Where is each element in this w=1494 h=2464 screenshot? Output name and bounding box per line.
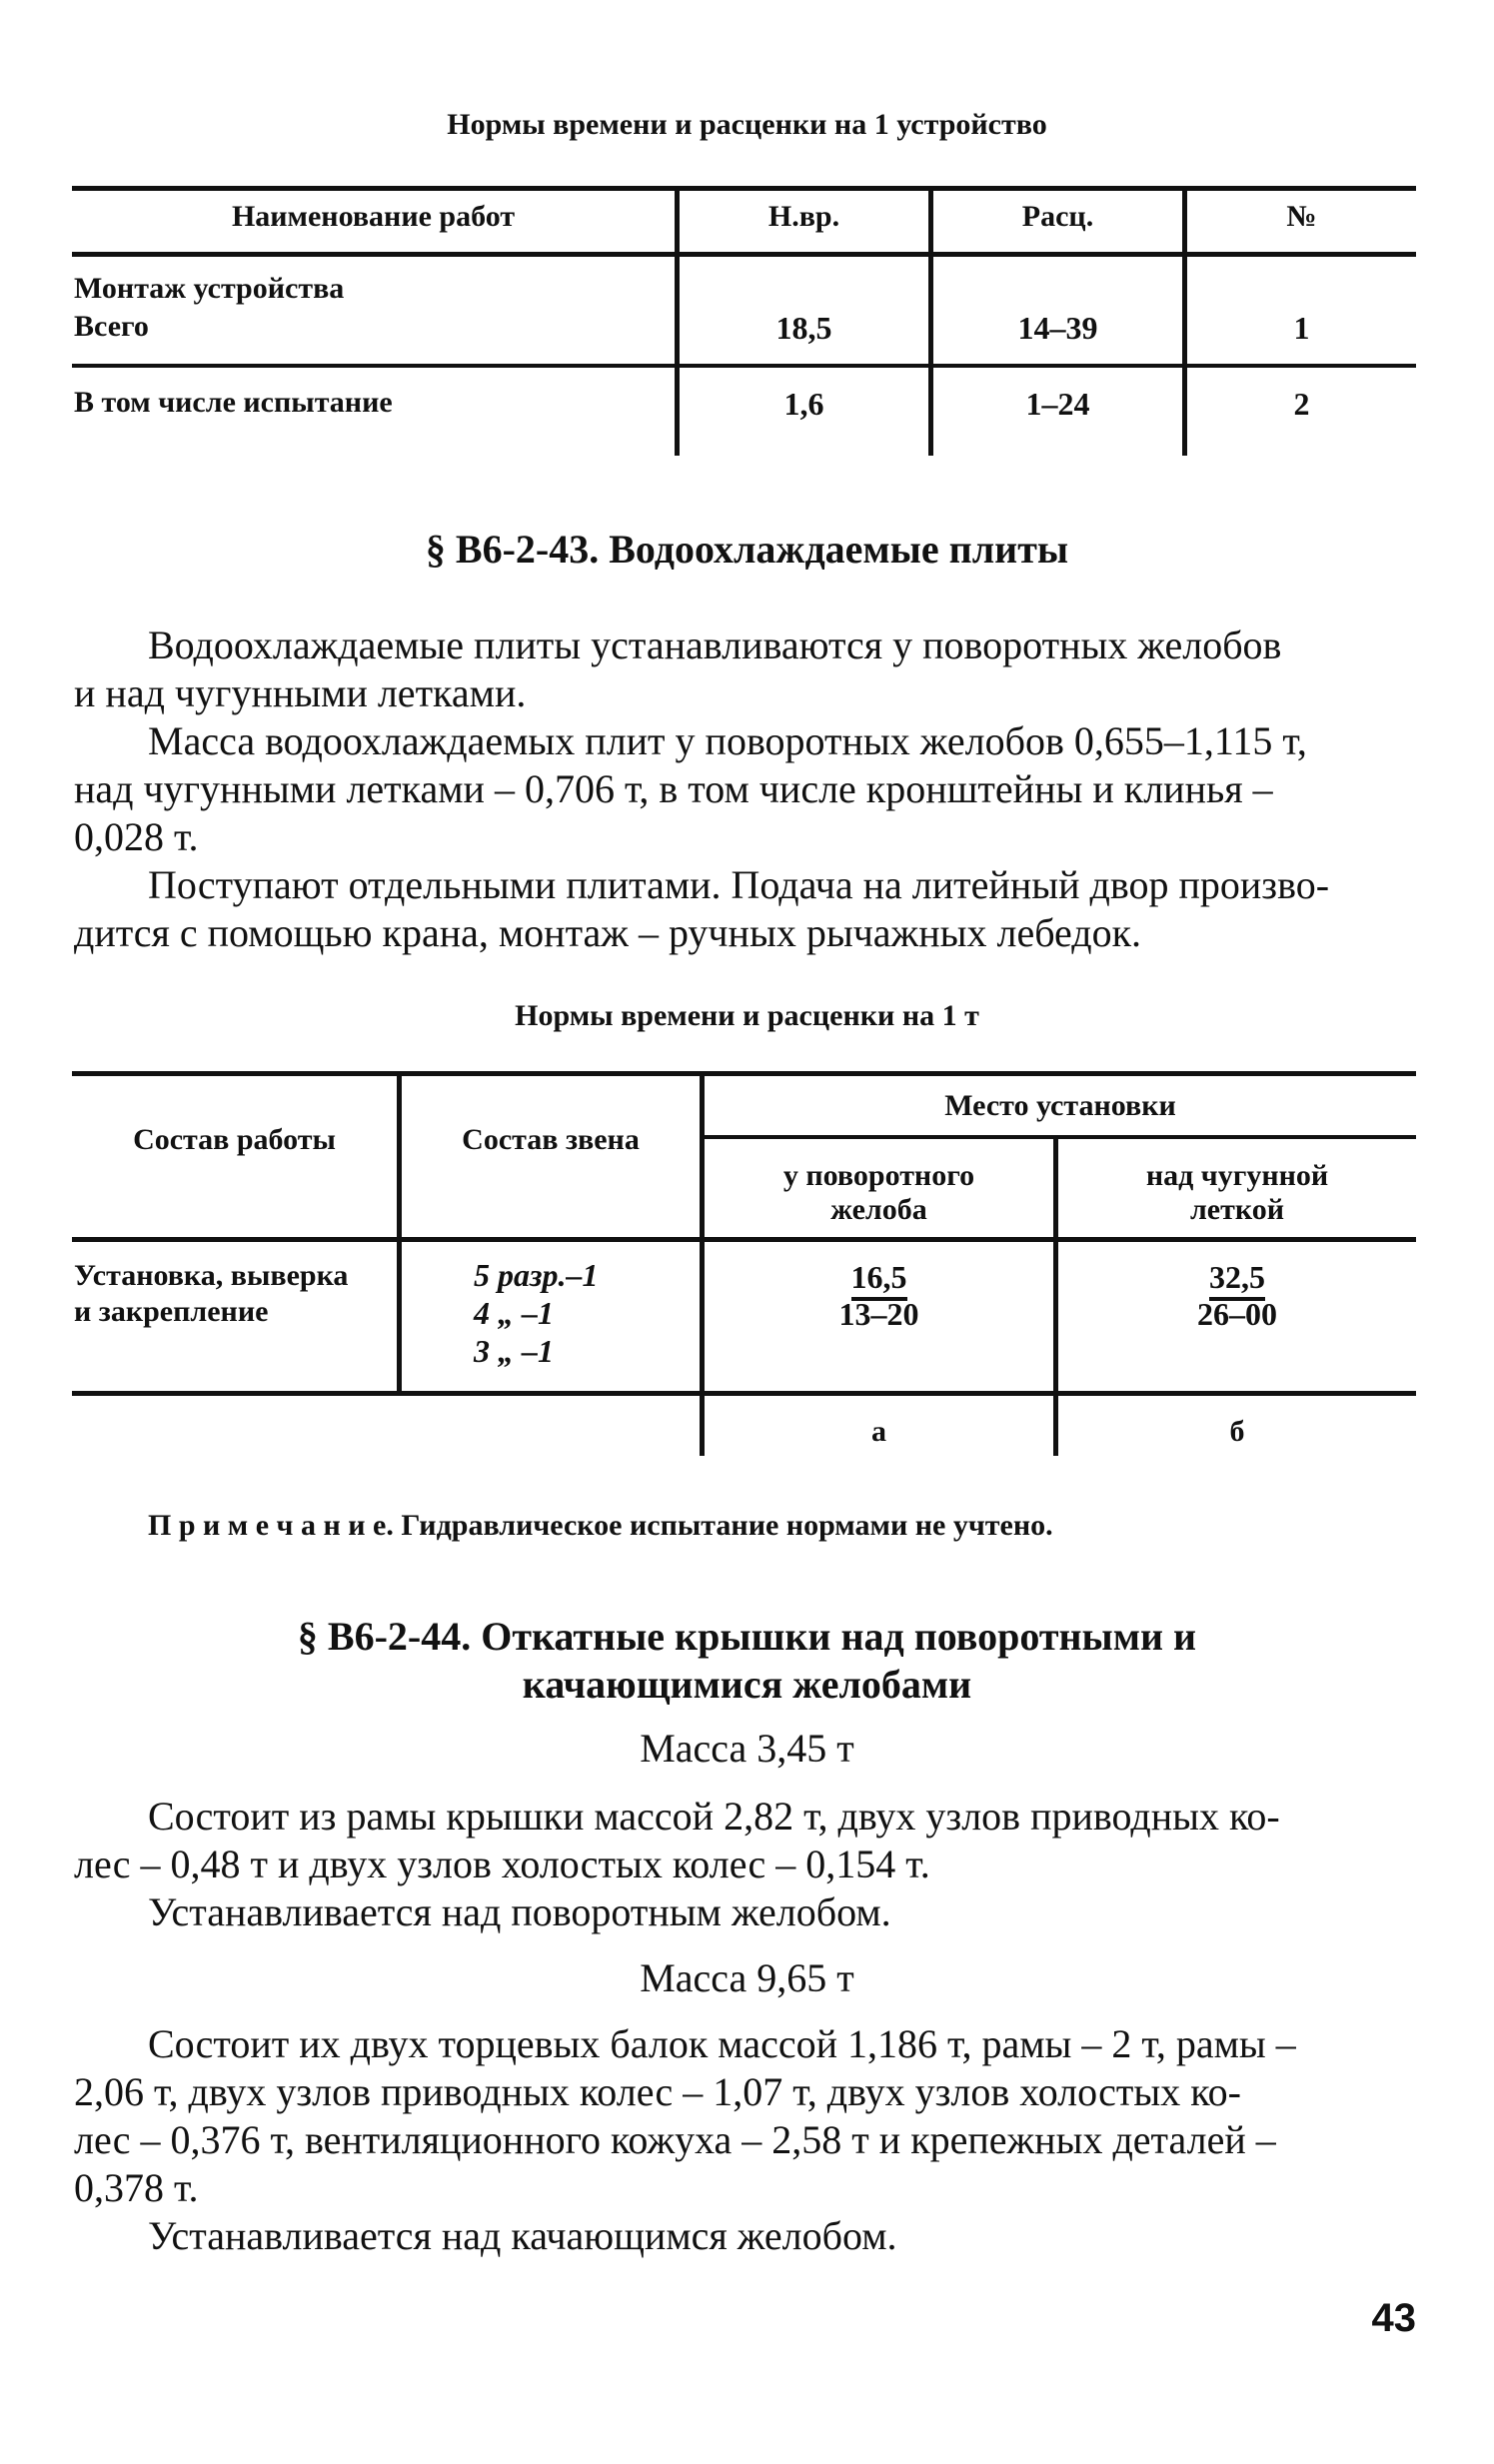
section2-p3-line4: 0,378 т. <box>74 2165 199 2210</box>
table1-header-rule <box>72 252 1416 257</box>
page-number: 43 <box>1371 2296 1416 2340</box>
table2-index-a: а <box>871 1415 886 1448</box>
note <box>148 1509 1053 1543</box>
table2-col-b-fraction <box>1058 1259 1416 1333</box>
section1-p2-line1: Масса водоохлаждаемых плит у поворотных желобов 0,655–1,115 т, <box>148 718 1307 763</box>
table2-caption: Нормы времени и расценки на 1 т <box>515 999 979 1032</box>
table2-vline-1 <box>397 1071 402 1393</box>
table1-header-nvr: Н.вр. <box>767 200 840 233</box>
table2-header-col-a-line2: желоба <box>830 1193 927 1226</box>
section1-p2-line3: 0,028 т. <box>74 814 199 859</box>
table1-row1-nvr: 18,5 <box>775 310 832 346</box>
table2-crew-2: 4 „ –1 <box>474 1295 554 1331</box>
note-text: Гидравлическое испытание нормами не учтено. <box>401 1509 1053 1542</box>
table1-row2-no: 2 <box>1293 386 1310 422</box>
table2-index-b: б <box>1229 1415 1245 1448</box>
table2-body-rule <box>72 1391 1416 1396</box>
section2-heading-line1: § В6-2-44. Откатные крышки над поворотными и <box>297 1614 1197 1659</box>
note-label: П р и м е ч а н и е. <box>148 1509 394 1542</box>
table1-top-rule <box>72 186 1416 191</box>
section2-p1-line2: лес – 0,48 т и двух узлов холостых колес – 0,154 т. <box>74 1842 930 1886</box>
table1-row2-nvr: 1,6 <box>783 386 824 422</box>
section2-p4: Устанавливается над качающимся желобом. <box>148 2213 897 2258</box>
section2-p1-line1: Состоит из рамы крышки массой 2,82 т, двух узлов приводных ко- <box>148 1794 1280 1839</box>
table1-caption: Нормы времени и расценки на 1 устройство <box>447 108 1047 141</box>
table2-col-b-bottom: 26–00 <box>1197 1296 1277 1332</box>
table2-col-b-top: 32,5 <box>1209 1259 1265 1301</box>
table2-col-a-top: 16,5 <box>851 1259 907 1301</box>
section2-mass1: Масса 3,45 т <box>640 1726 854 1771</box>
section1-heading: § В6-2-43. Водоохлаждаемые плиты <box>425 527 1069 572</box>
table2-header-place: Место установки <box>944 1089 1176 1122</box>
section2-p3-line3: лес – 0,376 т, вентиляционного кожуха – 2,58 т и крепежных деталей – <box>74 2117 1276 2162</box>
table2-header-rule <box>72 1237 1416 1242</box>
table1-row-rule <box>72 364 1416 368</box>
table1-row2-rasc: 1–24 <box>1025 386 1090 422</box>
section2-p3-line1: Состоит их двух торцевых балок массой 1,186 т, рамы – 2 т, рамы – <box>148 2021 1296 2066</box>
table2-top-rule <box>72 1071 1416 1076</box>
table1-row1-name-line2: Всего <box>74 310 149 343</box>
section2-p2: Устанавливается над поворотным желобом. <box>148 1889 891 1934</box>
section2-mass2: Масса 9,65 т <box>640 1955 854 2000</box>
table1-row1-name-line1: Монтаж устройства <box>74 272 345 305</box>
table2-row-work-line2: и закрепление <box>74 1295 269 1328</box>
section2-heading-line2: качающимися желобами <box>522 1662 972 1707</box>
table2-row-work-line1: Установка, выверка <box>74 1259 349 1292</box>
table2-col-a-bottom: 13–20 <box>838 1296 919 1332</box>
table1-row1-no: 1 <box>1293 310 1310 346</box>
section1-p3-line2: дится с помощью крана, монтаж – ручных рычажных лебедок. <box>74 910 1142 955</box>
table2-header-work: Состав работы <box>133 1123 336 1156</box>
table2-header-crew: Состав звена <box>462 1123 640 1156</box>
table1-row1-rasc: 14–39 <box>1017 310 1098 346</box>
table1-header-no: № <box>1286 200 1317 233</box>
section1-p1-line2: и над чугунными летками. <box>74 670 527 715</box>
table1-row2-name: В том числе испытание <box>74 386 393 419</box>
table2-header-col-b-line2: леткой <box>1189 1193 1285 1226</box>
section1-p3-line1: Поступают отдельными плитами. Подача на литейный двор произво- <box>148 862 1330 907</box>
table2-header-col-b-line1: над чугунной <box>1145 1159 1329 1192</box>
table1-header-name: Наименование работ <box>231 200 516 233</box>
table2-header-col-a-line1: у поворотного <box>782 1159 975 1192</box>
section1-p2-line2: над чугунными летками – 0,706 т, в том числе кронштейны и клинья – <box>74 766 1273 811</box>
table2-crew-1: 5 разр.–1 <box>474 1257 599 1293</box>
section1-p1-line1: Водоохлаждаемые плиты устанавливаются у поворотных желобов <box>148 622 1282 667</box>
table2-col-a-fraction <box>705 1259 1053 1333</box>
section2-p3-line2: 2,06 т, двух узлов приводных колес – 1,07 т, двух узлов холостых ко- <box>74 2069 1241 2114</box>
table1-header-rasc: Расц. <box>1021 200 1094 233</box>
table2-crew-3: 3 „ –1 <box>474 1333 554 1369</box>
